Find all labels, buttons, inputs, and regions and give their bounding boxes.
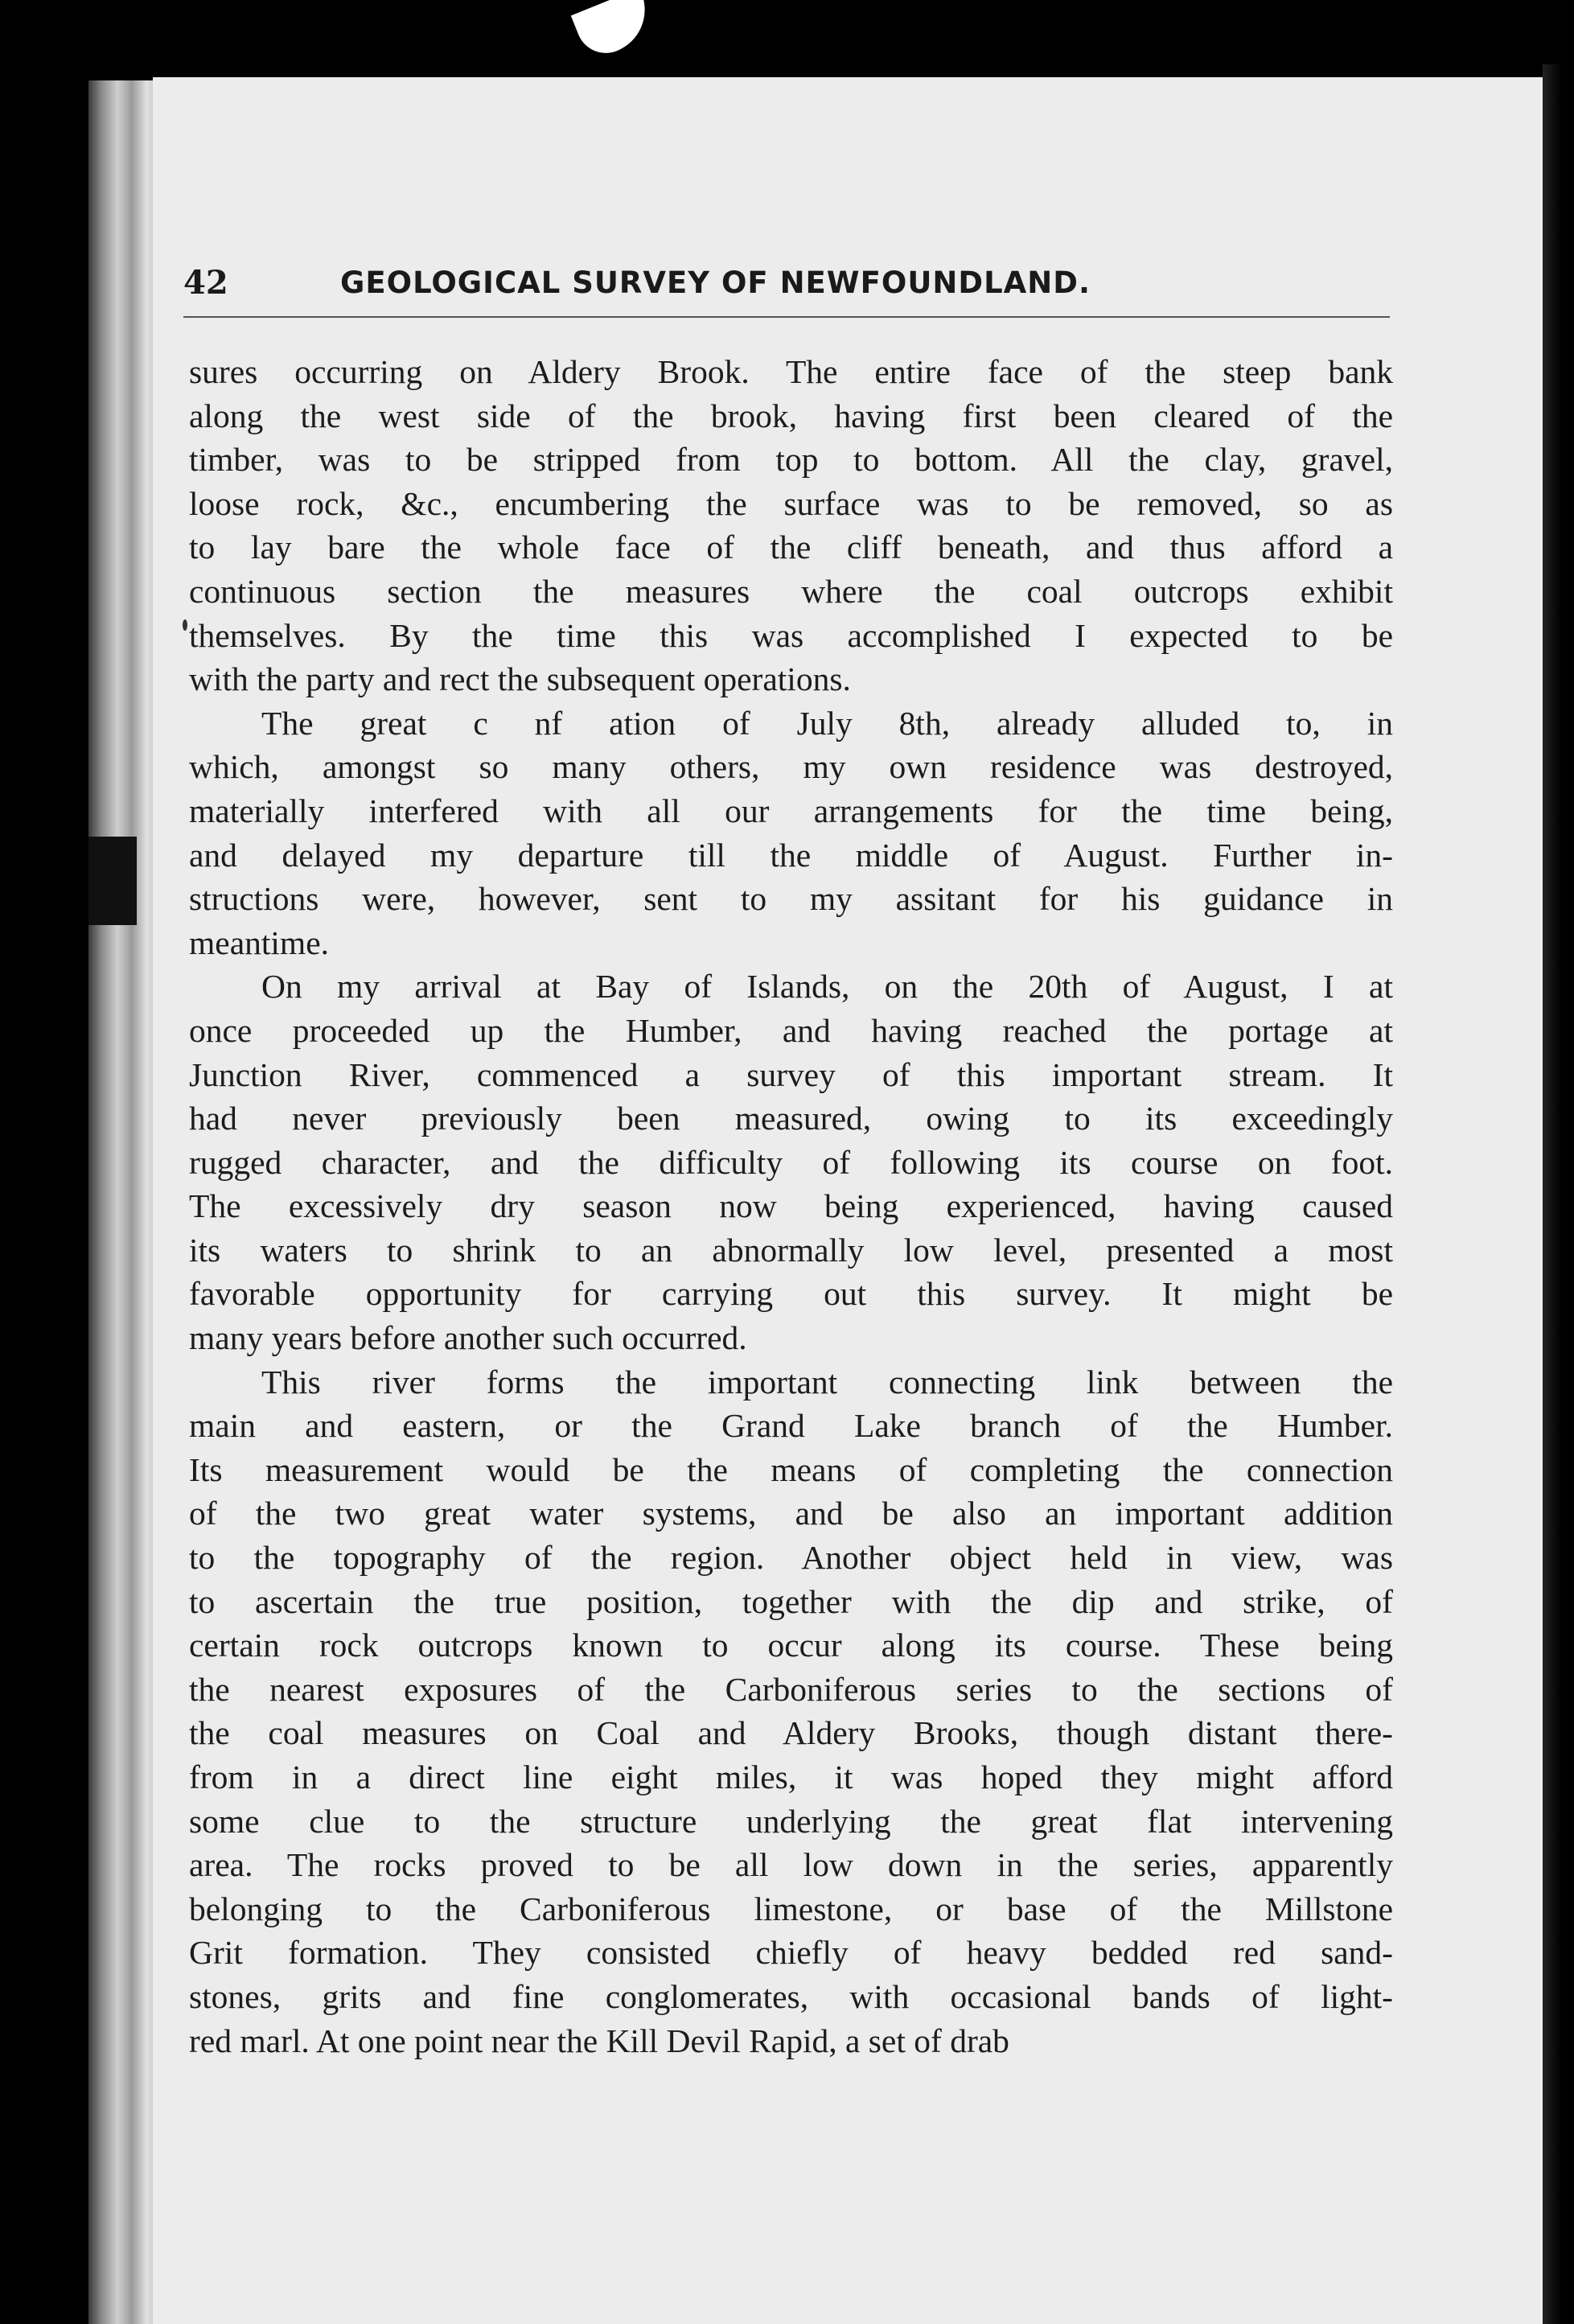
running-head — [183, 259, 1390, 315]
text-line: meantime. — [189, 923, 330, 961]
text-line: along the west side of the brook, having first been cleared of the — [189, 397, 1393, 434]
header-rule — [183, 316, 1390, 318]
text-line: the coal measures on Coal and Aldery Brooks, though distant there- — [189, 1714, 1393, 1752]
text-line: timber, was to be stripped from top to bottom. All the clay, gravel, — [189, 441, 1393, 479]
text-line: stones, grits and fine conglomerates, with occasional bands of light- — [189, 1977, 1393, 2015]
text-line: with the party and rect the subsequent operations. — [189, 660, 851, 698]
text-line: many years before another such occurred. — [189, 1319, 747, 1357]
text-line: rugged character, and the difficulty of following its course on foot. — [189, 1143, 1393, 1181]
text-line: sures occurring on Aldery Brook. The entire face of the steep bank — [189, 353, 1393, 390]
body-text — [189, 350, 1393, 2063]
text-line: Its measurement would be the means of completing the connection — [189, 1450, 1393, 1488]
text-line: to ascertain the true position, together with the dip and strike, of — [189, 1582, 1393, 1620]
text-line: Grit formation. They consisted chiefly of heavy bedded red sand- — [189, 1934, 1393, 1972]
text-line: continuous section the measures where the coal outcrops exhibit — [189, 572, 1393, 610]
text-line: which, amongst so many others, my own residence was destroyed, — [189, 748, 1393, 786]
text-line: its waters to shrink to an abnormally low level, presented a most — [189, 1231, 1393, 1269]
text-line: red marl. At one point near the Kill Devil Rapid, a set of drab — [189, 2022, 1009, 2059]
text-line: had never previously been measured, owing to its exceedingly — [189, 1100, 1393, 1137]
page-header-title: GEOLOGICAL SURVEY OF NEWFOUNDLAND. — [340, 265, 1091, 300]
text-line: and delayed my departure till the middle of August. Further in- — [189, 836, 1393, 874]
text-line: main and eastern, or the Grand Lake branch of the Humber. — [189, 1407, 1393, 1445]
text-line: On my arrival at Bay of Islands, on the 20th of August, I at — [261, 968, 1393, 1006]
binding-shadow — [88, 837, 137, 925]
scan-speck — [183, 619, 187, 631]
text-line: of the two great water systems, and be also an important addition — [189, 1495, 1393, 1532]
text-line: Junction River, commenced a survey of this important stream. It — [189, 1055, 1393, 1093]
text-line: from in a direct line eight miles, it was hoped they might afford — [189, 1758, 1393, 1795]
text-line: once proceeded up the Humber, and having reached the portage at — [189, 1011, 1393, 1049]
text-line: the nearest exposures of the Carboniferous series to the sections of — [189, 1670, 1393, 1708]
text-line: The excessively dry season now being experienced, having caused — [189, 1187, 1393, 1225]
page-binding-edge — [88, 80, 161, 2324]
film-artifact — [571, 0, 659, 62]
text-line: certain rock outcrops known to occur along its course. These being — [189, 1627, 1393, 1664]
text-line: themselves. By the time this was accomplished I expected to be — [189, 616, 1393, 654]
text-line: some clue to the structure underlying the great flat intervening — [189, 1802, 1393, 1840]
text-line: to lay bare the whole face of the cliff beneath, and thus afford a — [189, 529, 1393, 566]
text-line: to the topography of the region. Another object held in view, was — [189, 1539, 1393, 1577]
text-line: loose rock, &c., encumbering the surface was to be removed, so as — [189, 484, 1393, 522]
page-number: 42 — [183, 264, 228, 302]
text-line: structions were, however, sent to my assitant for his guidance in — [189, 880, 1393, 918]
text-line: belonging to the Carboniferous limestone, or base of the Millstone — [189, 1890, 1393, 1927]
text-line: area. The rocks proved to be all low down in the series, apparently — [189, 1846, 1393, 1884]
page-right-edge — [1543, 64, 1574, 2324]
text-line: The great c nf ation of July 8th, already alluded to, in — [261, 704, 1393, 742]
text-line: This river forms the important connecting link between the — [261, 1363, 1393, 1401]
text-line: materially interfered with all our arrangements for the time being, — [189, 792, 1393, 829]
text-line: favorable opportunity for carrying out this survey. It might be — [189, 1275, 1393, 1313]
